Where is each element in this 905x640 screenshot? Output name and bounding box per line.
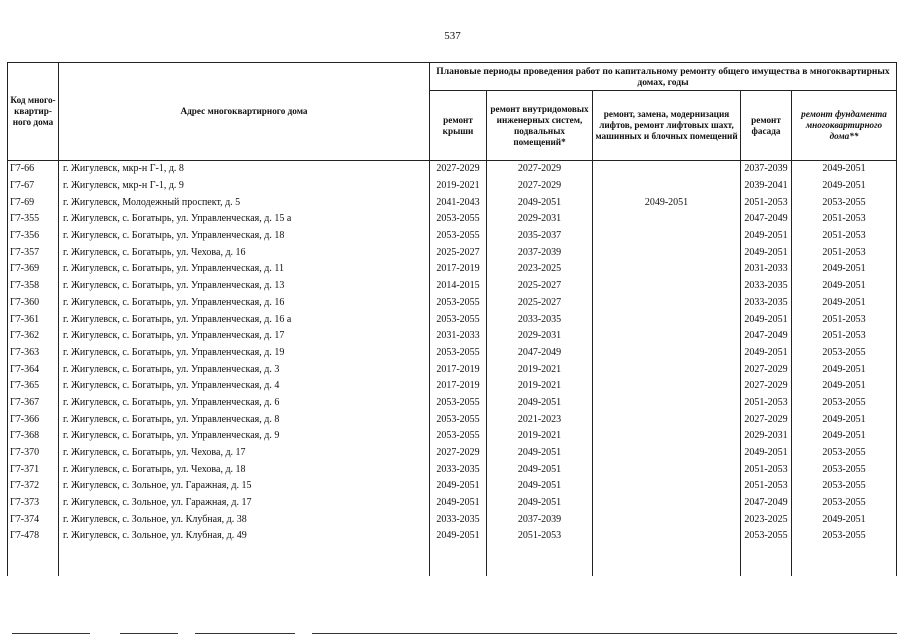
- systems-repair-period: 2023-2025: [487, 261, 593, 278]
- facade-repair-period: 2039-2041: [741, 178, 792, 195]
- header-address: Адрес многоквартирного дома: [59, 63, 430, 161]
- systems-repair-period: 2027-2029: [487, 161, 593, 178]
- house-address: г. Жигулевск, с. Богатырь, ул. Управленческая, д. 4: [59, 378, 430, 395]
- facade-repair-period: 2047-2049: [741, 211, 792, 228]
- table-row: [8, 295, 897, 312]
- header-lifts-repair: ремонт, замена, модернизация лифтов, ремонт лифтовых шахт, машинных и блочных помещений: [593, 91, 741, 161]
- header-engineering-systems-repair: ремонт внутридомовых инженерных систем, подвальных помещений*: [487, 91, 593, 161]
- foundation-repair-period: 2051-2053: [792, 228, 897, 245]
- foundation-repair-period: 2053-2055: [792, 478, 897, 495]
- header-roof-repair: ремонт крыши: [430, 91, 487, 161]
- foundation-repair-period: 2049-2051: [792, 261, 897, 278]
- table-row: [8, 311, 897, 328]
- systems-repair-period: 2029-2031: [487, 211, 593, 228]
- table-body: [8, 161, 897, 577]
- house-code: Г7-372: [8, 478, 59, 495]
- lifts-repair-period: [593, 361, 741, 378]
- foundation-repair-period: 2049-2051: [792, 161, 897, 178]
- foundation-repair-period: 2053-2055: [792, 345, 897, 362]
- table-row: [8, 178, 897, 195]
- house-address: г. Жигулевск, с. Богатырь, ул. Управленческая, д. 9: [59, 428, 430, 445]
- house-address: г. Жигулевск, с. Богатырь, ул. Управленческая, д. 13: [59, 278, 430, 295]
- lifts-repair-period: [593, 278, 741, 295]
- systems-repair-period: 2049-2051: [487, 395, 593, 412]
- house-address: г. Жигулевск, с. Зольное, ул. Клубная, д. 49: [59, 528, 430, 576]
- house-address: г. Жигулевск, с. Богатырь, ул. Управленческая, д. 11: [59, 261, 430, 278]
- table-row: [8, 378, 897, 395]
- roof-repair-period: 2053-2055: [430, 411, 487, 428]
- facade-repair-period: 2031-2033: [741, 261, 792, 278]
- roof-repair-period: 2049-2051: [430, 478, 487, 495]
- lifts-repair-period: [593, 445, 741, 462]
- table-row: [8, 361, 897, 378]
- house-code: Г7-478: [8, 528, 59, 576]
- table-row: [8, 495, 897, 512]
- house-code: Г7-363: [8, 345, 59, 362]
- page-number: 537: [444, 30, 461, 42]
- systems-repair-period: 2027-2029: [487, 178, 593, 195]
- table-row: [8, 395, 897, 412]
- header-code: Код много-квартир-ного дома: [8, 63, 59, 161]
- foundation-repair-period: 2049-2051: [792, 361, 897, 378]
- lifts-repair-period: [593, 511, 741, 528]
- facade-repair-period: 2051-2053: [741, 461, 792, 478]
- foundation-repair-period: 2051-2053: [792, 311, 897, 328]
- footer-rule: [312, 633, 897, 634]
- house-address: г. Жигулевск, с. Богатырь, ул. Управленческая, д. 15 а: [59, 211, 430, 228]
- roof-repair-period: 2027-2029: [430, 161, 487, 178]
- roof-repair-period: 2053-2055: [430, 211, 487, 228]
- table-row: [8, 328, 897, 345]
- roof-repair-period: 2017-2019: [430, 378, 487, 395]
- facade-repair-period: 2047-2049: [741, 328, 792, 345]
- roof-repair-period: 2041-2043: [430, 194, 487, 211]
- lifts-repair-period: [593, 478, 741, 495]
- systems-repair-period: 2021-2023: [487, 411, 593, 428]
- foundation-repair-period: 2053-2055: [792, 395, 897, 412]
- systems-repair-period: 2049-2051: [487, 445, 593, 462]
- systems-repair-period: 2019-2021: [487, 361, 593, 378]
- facade-repair-period: 2047-2049: [741, 495, 792, 512]
- table-row: [8, 278, 897, 295]
- house-code: Г7-69: [8, 194, 59, 211]
- house-code: Г7-369: [8, 261, 59, 278]
- house-address: г. Жигулевск, с. Богатырь, ул. Управленческая, д. 8: [59, 411, 430, 428]
- house-address: г. Жигулевск, с. Богатырь, ул. Чехова, д. 18: [59, 461, 430, 478]
- table-row: [8, 445, 897, 462]
- house-address: г. Жигулевск, с. Богатырь, ул. Управленческая, д. 16 а: [59, 311, 430, 328]
- systems-repair-period: 2049-2051: [487, 495, 593, 512]
- facade-repair-period: 2033-2035: [741, 295, 792, 312]
- house-code: Г7-362: [8, 328, 59, 345]
- roof-repair-period: 2027-2029: [430, 445, 487, 462]
- lifts-repair-period: [593, 461, 741, 478]
- lifts-repair-period: [593, 345, 741, 362]
- house-code: Г7-373: [8, 495, 59, 512]
- lifts-repair-period: [593, 211, 741, 228]
- house-code: Г7-364: [8, 361, 59, 378]
- house-address: г. Жигулевск, с. Зольное, ул. Клубная, д. 38: [59, 511, 430, 528]
- roof-repair-period: 2053-2055: [430, 345, 487, 362]
- table-row: [8, 261, 897, 278]
- foundation-repair-period: 2049-2051: [792, 511, 897, 528]
- systems-repair-period: 2019-2021: [487, 378, 593, 395]
- table-row: [8, 211, 897, 228]
- systems-repair-period: 2033-2035: [487, 311, 593, 328]
- lifts-repair-period: [593, 395, 741, 412]
- lifts-repair-period: [593, 228, 741, 245]
- footer-rule: [12, 633, 90, 634]
- house-code: Г7-374: [8, 511, 59, 528]
- lifts-repair-period: [593, 261, 741, 278]
- house-code: Г7-361: [8, 311, 59, 328]
- table-row: [8, 511, 897, 528]
- roof-repair-period: 2053-2055: [430, 311, 487, 328]
- house-address: г. Жигулевск, с. Богатырь, ул. Чехова, д. 16: [59, 244, 430, 261]
- house-address: г. Жигулевск, с. Богатырь, ул. Управленческая, д. 3: [59, 361, 430, 378]
- lifts-repair-period: [593, 378, 741, 395]
- roof-repair-period: 2049-2051: [430, 528, 487, 576]
- house-address: г. Жигулевск, с. Богатырь, ул. Управленческая, д. 6: [59, 395, 430, 412]
- header-facade-repair: ремонт фасада: [741, 91, 792, 161]
- house-code: Г7-358: [8, 278, 59, 295]
- roof-repair-period: 2033-2035: [430, 511, 487, 528]
- house-code: Г7-365: [8, 378, 59, 395]
- foundation-repair-period: 2051-2053: [792, 211, 897, 228]
- systems-repair-period: 2049-2051: [487, 461, 593, 478]
- facade-repair-period: 2049-2051: [741, 445, 792, 462]
- table-row: [8, 244, 897, 261]
- systems-repair-period: 2029-2031: [487, 328, 593, 345]
- lifts-repair-period: [593, 178, 741, 195]
- facade-repair-period: 2049-2051: [741, 345, 792, 362]
- capital-repair-schedule-table: [7, 62, 897, 576]
- facade-repair-period: 2049-2051: [741, 311, 792, 328]
- table-header: [8, 63, 897, 161]
- lifts-repair-period: [593, 295, 741, 312]
- house-code: Г7-360: [8, 295, 59, 312]
- foundation-repair-period: 2049-2051: [792, 295, 897, 312]
- systems-repair-period: 2037-2039: [487, 511, 593, 528]
- roof-repair-period: 2031-2033: [430, 328, 487, 345]
- facade-repair-period: 2049-2051: [741, 228, 792, 245]
- roof-repair-period: 2049-2051: [430, 495, 487, 512]
- foundation-repair-period: 2049-2051: [792, 378, 897, 395]
- lifts-repair-period: [593, 411, 741, 428]
- roof-repair-period: 2053-2055: [430, 295, 487, 312]
- systems-repair-period: 2051-2053: [487, 528, 593, 576]
- facade-repair-period: 2051-2053: [741, 194, 792, 211]
- footer-rule: [195, 633, 295, 634]
- house-address: г. Жигулевск, с. Богатырь, ул. Управленческая, д. 19: [59, 345, 430, 362]
- foundation-repair-period: 2049-2051: [792, 178, 897, 195]
- header-periods-title: Плановые периоды проведения работ по капитальному ремонту общего имущества в многоквартирных домах, годы: [430, 63, 897, 91]
- facade-repair-period: 2027-2029: [741, 361, 792, 378]
- roof-repair-period: 2017-2019: [430, 261, 487, 278]
- facade-repair-period: 2027-2029: [741, 411, 792, 428]
- roof-repair-period: 2053-2055: [430, 228, 487, 245]
- table-row: [8, 228, 897, 245]
- house-code: Г7-371: [8, 461, 59, 478]
- systems-repair-period: 2019-2021: [487, 428, 593, 445]
- lifts-repair-period: [593, 428, 741, 445]
- table-row: [8, 428, 897, 445]
- table-row: [8, 528, 897, 576]
- foundation-repair-period: 2053-2055: [792, 461, 897, 478]
- table-row: [8, 411, 897, 428]
- house-address: г. Жигулевск, мкр-н Г-1, д. 9: [59, 178, 430, 195]
- lifts-repair-period: [593, 528, 741, 576]
- foundation-repair-period: 2049-2051: [792, 278, 897, 295]
- systems-repair-period: 2047-2049: [487, 345, 593, 362]
- roof-repair-period: 2033-2035: [430, 461, 487, 478]
- house-code: Г7-357: [8, 244, 59, 261]
- foundation-repair-period: 2053-2055: [792, 495, 897, 512]
- lifts-repair-period: 2049-2051: [593, 194, 741, 211]
- house-code: Г7-355: [8, 211, 59, 228]
- house-address: г. Жигулевск, с. Зольное, ул. Гаражная, д. 15: [59, 478, 430, 495]
- table-row: [8, 461, 897, 478]
- facade-repair-period: 2037-2039: [741, 161, 792, 178]
- lifts-repair-period: [593, 495, 741, 512]
- foundation-repair-period: 2051-2053: [792, 328, 897, 345]
- roof-repair-period: 2014-2015: [430, 278, 487, 295]
- roof-repair-period: 2019-2021: [430, 178, 487, 195]
- systems-repair-period: 2025-2027: [487, 278, 593, 295]
- house-address: г. Жигулевск, с. Богатырь, ул. Управленческая, д. 16: [59, 295, 430, 312]
- facade-repair-period: 2051-2053: [741, 478, 792, 495]
- foundation-repair-period: 2053-2055: [792, 445, 897, 462]
- lifts-repair-period: [593, 161, 741, 178]
- systems-repair-period: 2049-2051: [487, 478, 593, 495]
- facade-repair-period: 2049-2051: [741, 244, 792, 261]
- house-code: Г7-66: [8, 161, 59, 178]
- table-row: [8, 161, 897, 178]
- systems-repair-period: 2035-2037: [487, 228, 593, 245]
- lifts-repair-period: [593, 328, 741, 345]
- house-code: Г7-367: [8, 395, 59, 412]
- roof-repair-period: 2017-2019: [430, 361, 487, 378]
- house-address: г. Жигулевск, с. Зольное, ул. Гаражная, д. 17: [59, 495, 430, 512]
- house-code: Г7-366: [8, 411, 59, 428]
- foundation-repair-period: 2049-2051: [792, 411, 897, 428]
- roof-repair-period: 2025-2027: [430, 244, 487, 261]
- house-code: Г7-368: [8, 428, 59, 445]
- foundation-repair-period: 2051-2053: [792, 244, 897, 261]
- facade-repair-period: 2051-2053: [741, 395, 792, 412]
- foundation-repair-period: 2053-2055: [792, 528, 897, 576]
- facade-repair-period: 2029-2031: [741, 428, 792, 445]
- lifts-repair-period: [593, 311, 741, 328]
- systems-repair-period: 2025-2027: [487, 295, 593, 312]
- roof-repair-period: 2053-2055: [430, 428, 487, 445]
- table-row: [8, 345, 897, 362]
- house-address: г. Жигулевск, мкр-н Г-1, д. 8: [59, 161, 430, 178]
- header-foundation-repair: ремонт фундамента многоквартирного дома**: [792, 91, 897, 161]
- foundation-repair-period: 2053-2055: [792, 194, 897, 211]
- roof-repair-period: 2053-2055: [430, 395, 487, 412]
- house-code: Г7-370: [8, 445, 59, 462]
- systems-repair-period: 2037-2039: [487, 244, 593, 261]
- foundation-repair-period: 2049-2051: [792, 428, 897, 445]
- house-address: г. Жигулевск, с. Богатырь, ул. Управленческая, д. 17: [59, 328, 430, 345]
- house-address: г. Жигулевск, с. Богатырь, ул. Управленческая, д. 18: [59, 228, 430, 245]
- systems-repair-period: 2049-2051: [487, 194, 593, 211]
- footer-rule: [120, 633, 178, 634]
- table-row: [8, 478, 897, 495]
- facade-repair-period: 2033-2035: [741, 278, 792, 295]
- house-code: Г7-67: [8, 178, 59, 195]
- facade-repair-period: 2027-2029: [741, 378, 792, 395]
- lifts-repair-period: [593, 244, 741, 261]
- table-row: [8, 194, 897, 211]
- house-address: г. Жигулевск, Молодежный проспект, д. 5: [59, 194, 430, 211]
- house-address: г. Жигулевск, с. Богатырь, ул. Чехова, д. 17: [59, 445, 430, 462]
- facade-repair-period: 2053-2055: [741, 528, 792, 576]
- house-code: Г7-356: [8, 228, 59, 245]
- facade-repair-period: 2023-2025: [741, 511, 792, 528]
